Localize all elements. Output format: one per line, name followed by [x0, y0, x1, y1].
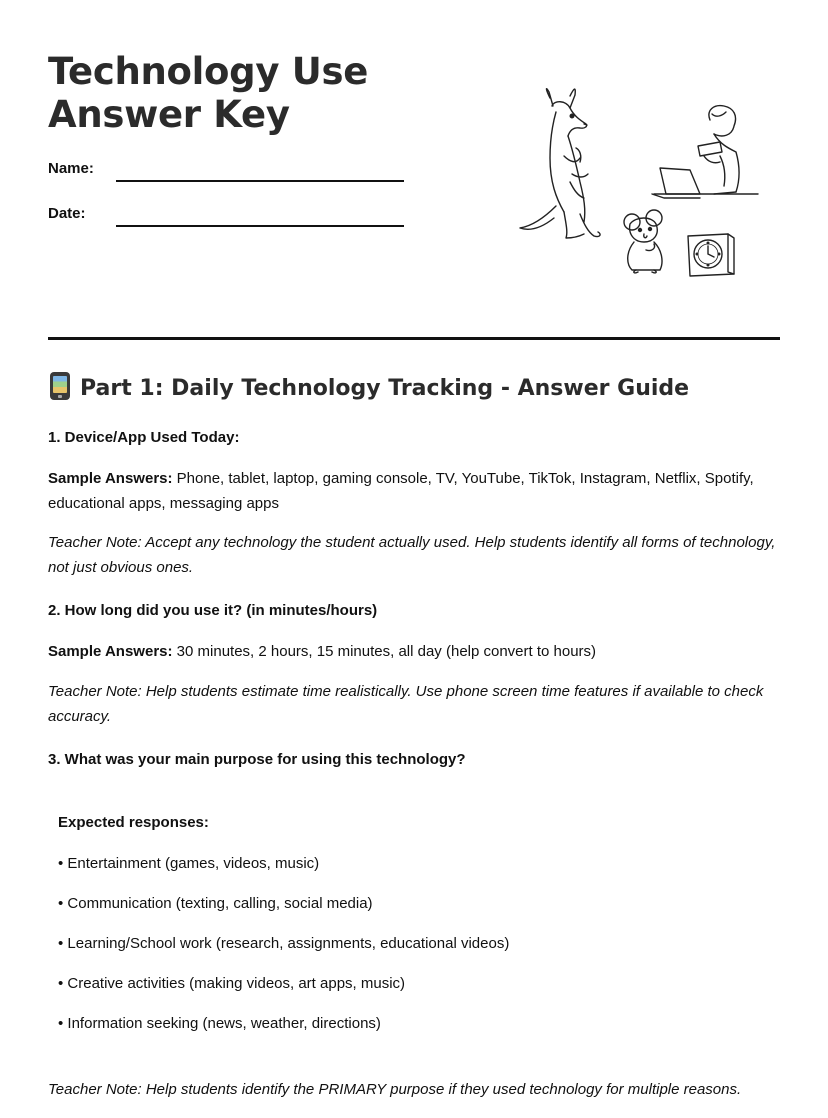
q2-sample-label: Sample Answers:: [48, 643, 173, 660]
koala-icon: [624, 210, 662, 273]
date-label: Date:: [48, 205, 86, 222]
list-item: • Communication (texting, calling, social media): [58, 895, 373, 912]
section-divider: [48, 337, 780, 340]
laptop-icon: [652, 168, 758, 198]
kangaroo-icon: [520, 89, 600, 238]
q2-sample-answers: [48, 639, 788, 664]
q1-sample-label: Sample Answers:: [48, 470, 173, 487]
clock-icon: [688, 234, 734, 276]
list-item: • Learning/School work (research, assignments, educational videos): [58, 935, 510, 952]
list-item: • Creative activities (making videos, art apps, music): [58, 975, 406, 992]
q1-sample-answers: [48, 466, 788, 516]
mobile-phone-icon: [50, 372, 70, 400]
question-3: 3. What was your main purpose for using this technology?: [48, 751, 466, 768]
child-with-phone-icon: [698, 106, 739, 194]
part1-heading: [48, 372, 788, 406]
list-item: • Entertainment (games, videos, music): [58, 855, 320, 872]
header-illustration: [514, 86, 764, 282]
date-field: [48, 205, 408, 235]
question-1: 1. Device/App Used Today:: [48, 429, 240, 446]
q3-teacher-note: Teacher Note: Help students identify the PRIMARY purpose if they used technology for multiple reasons.: [48, 1081, 742, 1098]
name-label: Name:: [48, 160, 94, 177]
page-title: Technology Use Answer Key: [48, 50, 369, 136]
name-field: [48, 160, 408, 190]
expected-responses-list: [58, 853, 758, 1053]
q2-sample-text: 30 minutes, 2 hours, 15 minutes, all day (help convert to hours): [172, 643, 597, 660]
name-write-line[interactable]: [116, 180, 404, 182]
list-item: • Information seeking (news, weather, directions): [58, 1015, 381, 1032]
q2-teacher-note: Teacher Note: Help students estimate time realistically. Use phone screen time features if available to check accuracy.: [48, 683, 764, 725]
question-2: 2. How long did you use it? (in minutes/hours): [48, 602, 378, 619]
expected-responses-label: Expected responses:: [58, 814, 209, 831]
q1-teacher-note: Teacher Note: Accept any technology the student actually used. Help students identify all forms of technology, not just obvious ones.: [48, 534, 776, 576]
date-write-line[interactable]: [116, 225, 404, 227]
q1-sample-text: Phone, tablet, laptop, gaming console, TV, YouTube, TikTok, Instagram, Netflix, Spotify, educational apps, messaging apps: [48, 470, 754, 512]
part1-heading-text: Part 1: Daily Technology Tracking - Answer Guide: [80, 376, 690, 401]
